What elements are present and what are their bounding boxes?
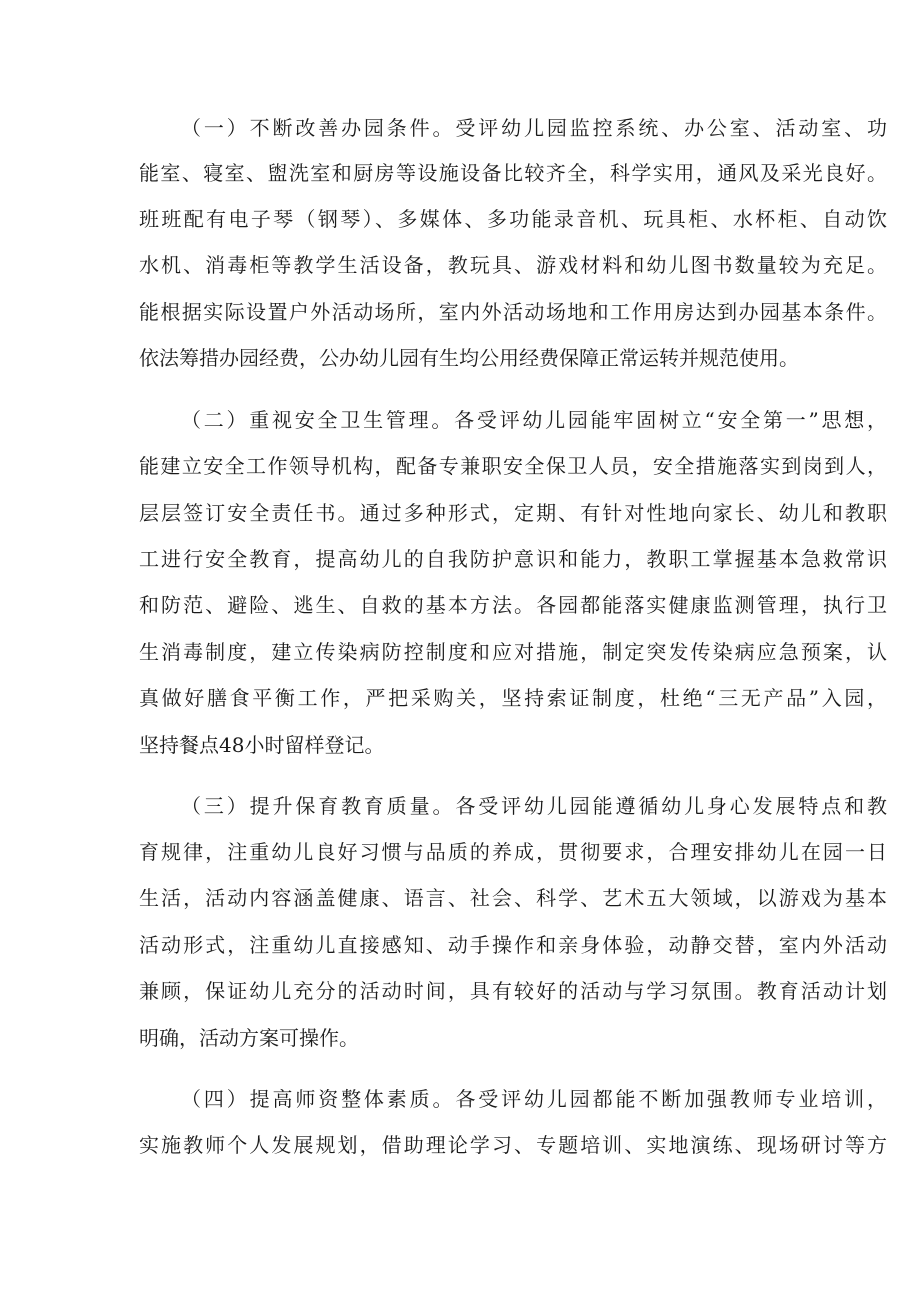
text-line: 能室、寝室、盥洗室和厨房等设施设备比较齐全，科学实用，通风及采光良好。	[139, 161, 887, 185]
text-line: （四）提高师资整体素质。各受评幼儿园都能不断加强教师专业培训，	[181, 1087, 887, 1111]
text-line: 水机、消毒柜等教学生活设备，教玩具、游戏材料和幼儿图书数量较为充足。	[139, 253, 887, 277]
text-line: 明确，活动方案可操作。	[139, 1026, 359, 1050]
text-line: 依法筹措办园经费，公办幼儿园有生均公用经费保障正常运转并规范使用。	[139, 346, 799, 370]
text-line: （三）提升保育教育质量。各受评幼儿园能遵循幼儿身心发展特点和教	[181, 794, 887, 818]
text-line: 真做好膳食平衡工作，严把采购关，坚持索证制度，杜绝“三无产品”入园，	[139, 686, 887, 710]
text-line: 育规律，注重幼儿良好习惯与品质的养成，贯彻要求，合理安排幼儿在园一日	[139, 840, 887, 864]
text-line: 班班配有电子琴（钢琴）、多媒体、多功能录音机、玩具柜、水杯柜、自动饮	[139, 207, 887, 231]
text-line: 活动形式，注重幼儿直接感知、动手操作和亲身体验，动静交替，室内外活动	[139, 933, 887, 957]
text-line: 和防范、避险、逃生、自救的基本方法。各园都能落实健康监测管理，执行卫	[139, 593, 887, 617]
text-line: 实施教师个人发展规划，借助理论学习、专题培训、实地演练、现场研讨等方	[139, 1133, 887, 1157]
text-line: 层层签订安全责任书。通过多种形式，定期、有针对性地向家长、幼儿和教职	[139, 501, 887, 525]
text-line: 生活，活动内容涵盖健康、语言、社会、科学、艺术五大领域，以游戏为基本	[139, 886, 887, 910]
text-line: （二）重视安全卫生管理。各受评幼儿园能牢固树立“安全第一”思想，	[181, 408, 887, 432]
text-line: 坚持餐点48小时留样登记。	[139, 733, 385, 757]
text-line: 能建立安全工作领导机构，配备专兼职安全保卫人员，安全措施落实到岗到人，	[139, 454, 887, 478]
text-line: 工进行安全教育，提高幼儿的自我防护意识和能力，教职工掌握基本急救常识	[139, 547, 887, 571]
text-line: 能根据实际设置户外活动场所，室内外活动场地和工作用房达到办园基本条件。	[139, 300, 887, 324]
text-line: 兼顾，保证幼儿充分的活动时间，具有较好的活动与学习氛围。教育活动计划	[139, 979, 887, 1003]
text-line: 生消毒制度，建立传染病防控制度和应对措施，制定突发传染病应急预案，认	[139, 640, 887, 664]
text-line: （一）不断改善办园条件。受评幼儿园监控系统、办公室、活动室、功	[181, 116, 887, 140]
